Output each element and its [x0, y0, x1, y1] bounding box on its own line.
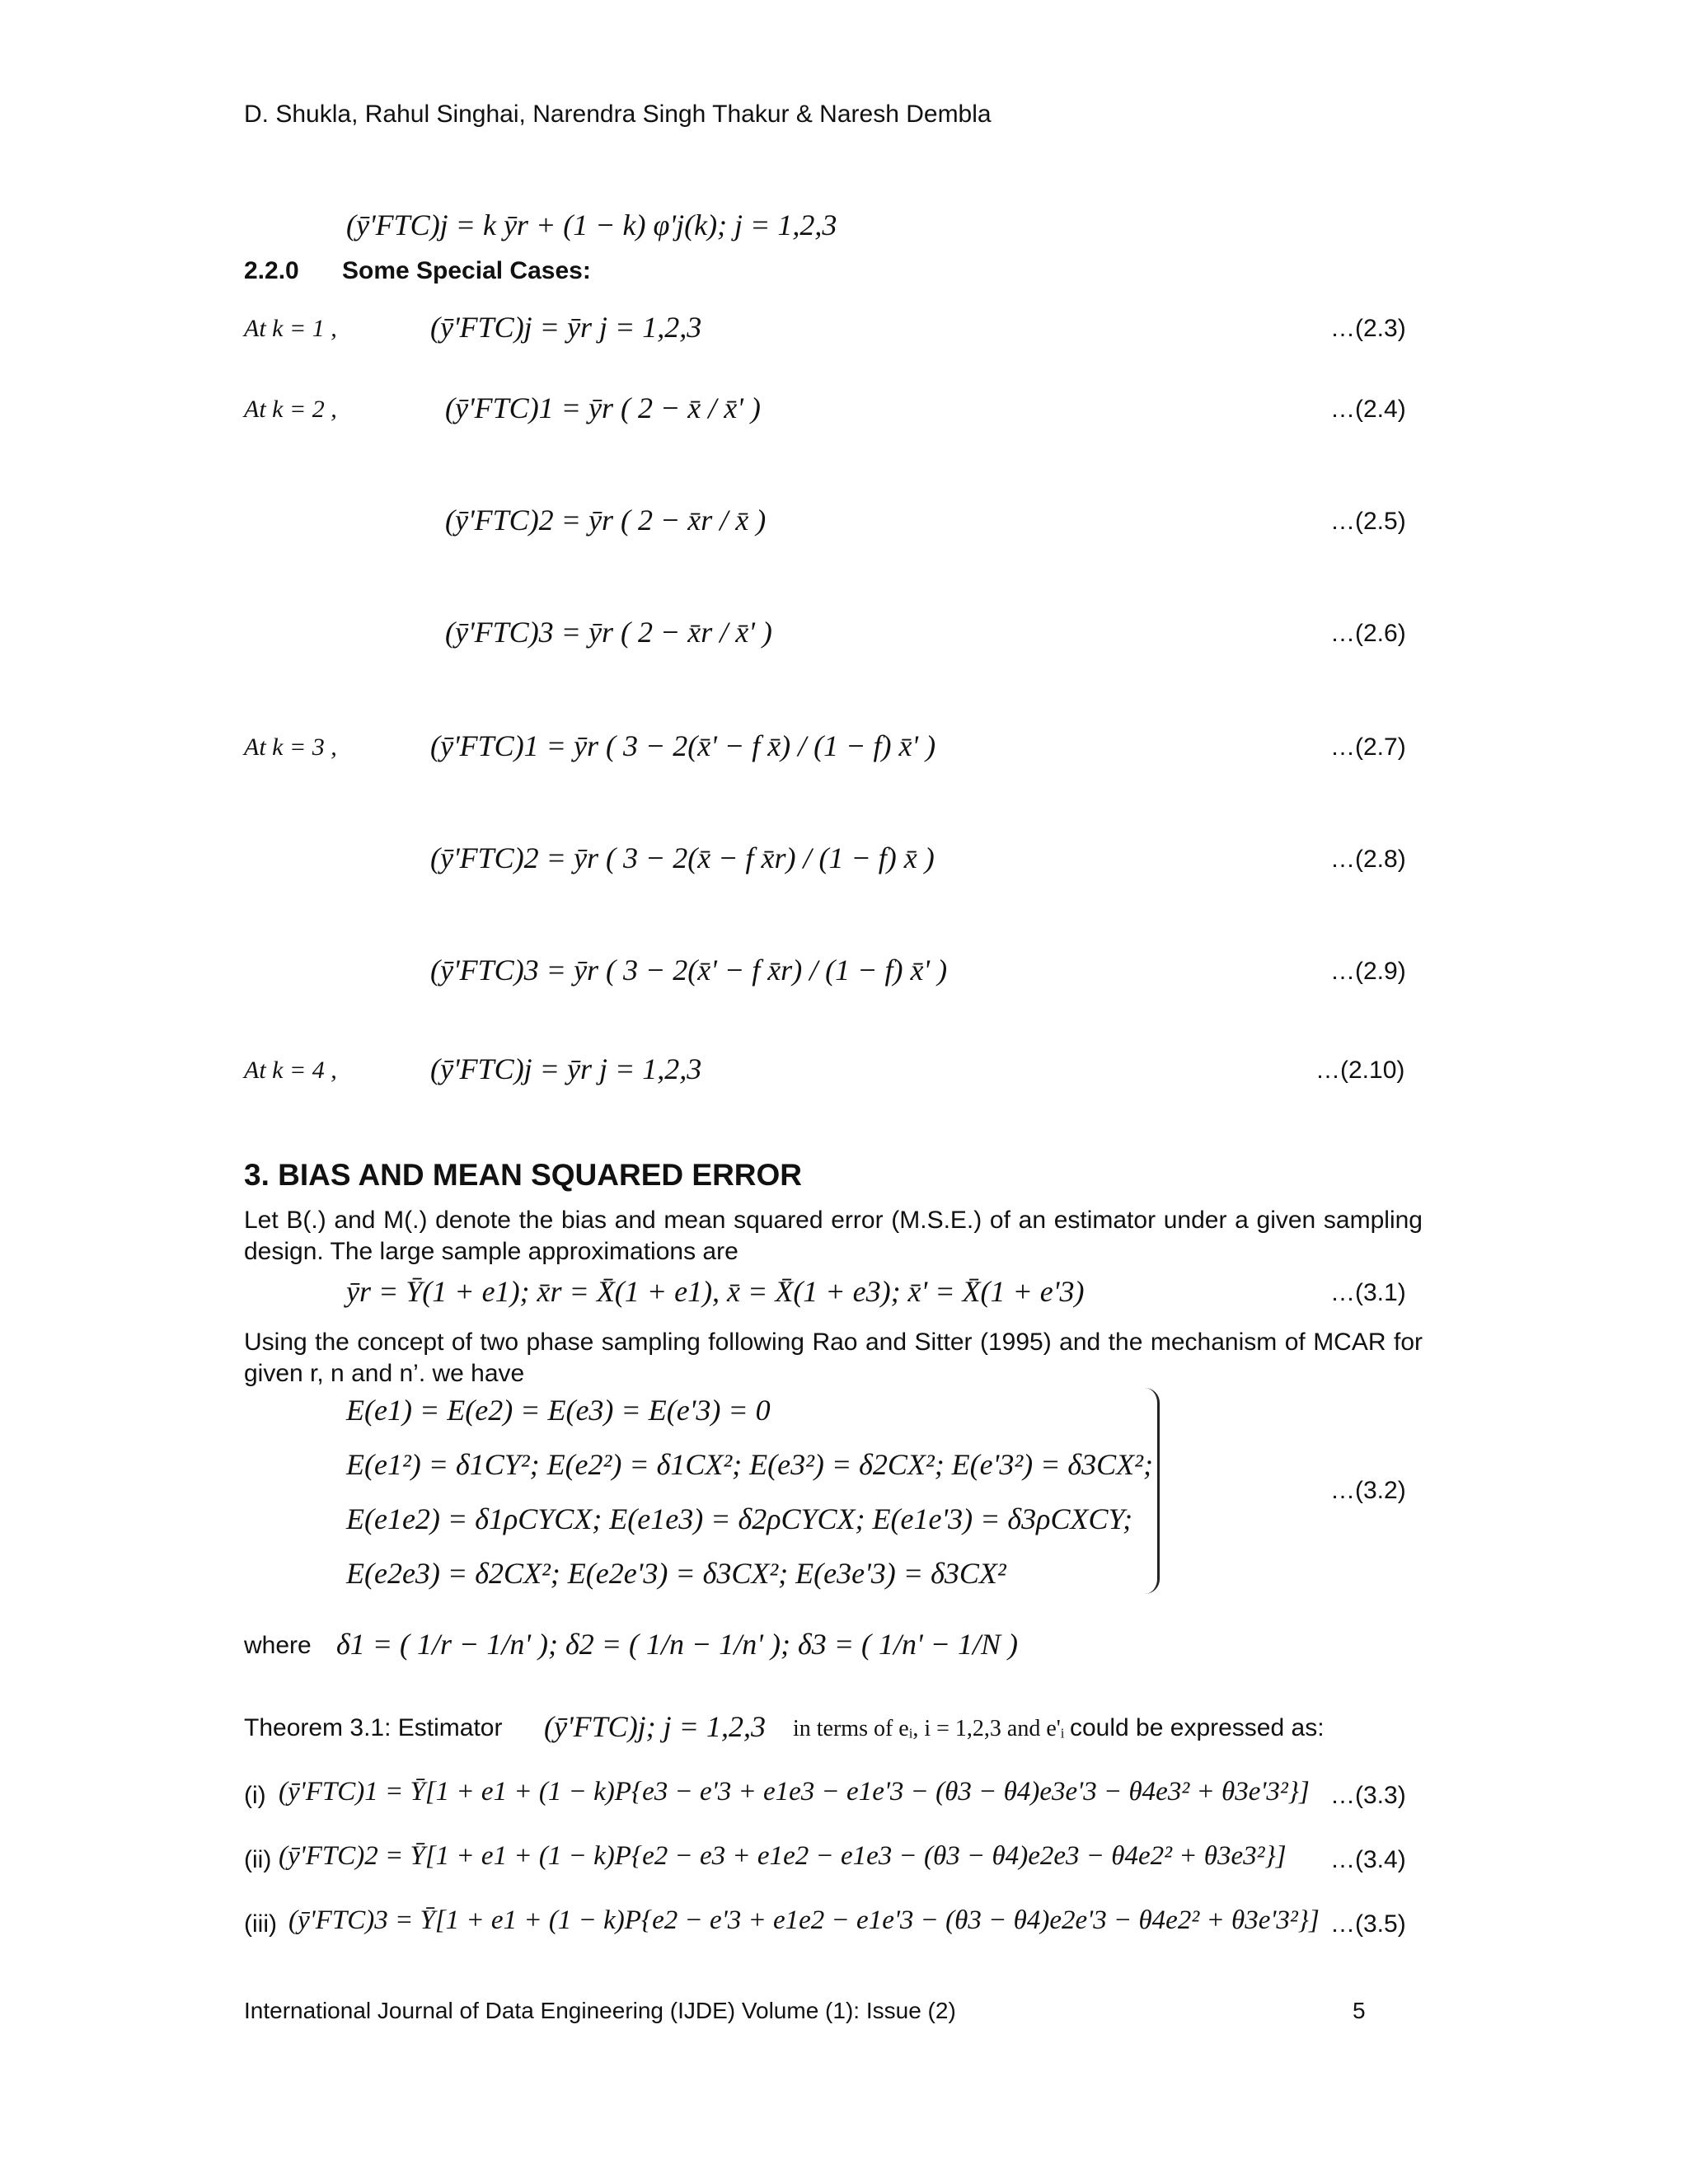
item-label: (iii) [244, 1910, 277, 1938]
item-label: (i) [244, 1782, 266, 1809]
equation-number: …(2.5) [1330, 508, 1406, 535]
case-equation: (ȳ'FTC)2 = ȳr ( 2 − x̄r / x̄ ) [445, 504, 767, 537]
equation-3-1: ȳr = Ȳ(1 + e1); x̄r = X̄(1 + e1), x̄ = X̄(1 + e3); x̄' = X̄(1 + e'3) [346, 1275, 1085, 1308]
equation-number: …(2.9) [1330, 958, 1406, 985]
item-equation: (ȳ'FTC)1 = Ȳ[1 + e1 + (1 − k)P{e3 − e'3 + e1e3 − e1e'3 − (θ3 − θ4)e3e'3 − θ4e3² + θ3e'3²}] [279, 1777, 1310, 1807]
equation-number: …(3.3) [1330, 1782, 1406, 1809]
item-equation: (ȳ'FTC)2 = Ȳ[1 + e1 + (1 − k)P{e2 − e3 + e1e2 − e1e3 − (θ3 − θ4)e2e3 − θ4e2² + θ3e3²}] [279, 1841, 1287, 1871]
case-equation: (ȳ'FTC)j = ȳr j = 1,2,3 [430, 1052, 702, 1085]
subsection-title: Some Special Cases: [342, 257, 591, 284]
section-heading: 3. BIAS AND MEAN SQUARED ERROR [244, 1158, 803, 1192]
equation-number: …(3.4) [1330, 1846, 1406, 1873]
where-expression: δ1 = ( 1/r − 1/n' ); δ2 = ( 1/n − 1/n' ); δ3 = ( 1/n' − 1/N ) [336, 1628, 1018, 1661]
case-equation: (ȳ'FTC)3 = ȳr ( 2 − x̄r / x̄' ) [445, 616, 772, 649]
case-label: At k = 2 , [244, 396, 337, 423]
top-equation: (ȳ'FTC)j = k ȳr + (1 − k) φ'j(k); j = 1,2,3 [346, 209, 837, 241]
equation-line: E(e1e2) = δ1ρCYCX; E(e1e3) = δ2ρCYCX; E(e1e'3) = δ3ρCXCY; [346, 1502, 1133, 1535]
theorem-suffix: could be expressed as: [1070, 1714, 1325, 1741]
equation-number: …(2.4) [1330, 396, 1406, 423]
case-equation: (ȳ'FTC)1 = ȳr ( 2 − x̄ / x̄' ) [445, 391, 761, 424]
equation-number: …(3.5) [1330, 1910, 1406, 1938]
right-brace [1137, 1388, 1160, 1594]
equation-number: …(2.3) [1330, 315, 1406, 342]
footer-journal: International Journal of Data Engineering (IJDE) Volume (1): Issue (2) [244, 1998, 956, 2023]
theorem-math: (ȳ'FTC)j; j = 1,2,3 [544, 1710, 766, 1743]
page-number: 5 [1353, 1998, 1366, 2023]
paragraph: Let B(.) and M(.) denote the bias and mean squared error (M.S.E.) of an estimator under a given sampling design. The large sample approximations are [244, 1207, 1423, 1265]
equation-line: E(e2e3) = δ2CX²; E(e2e'3) = δ3CX²; E(e3e'3) = δ3CX² [346, 1557, 1006, 1590]
case-equation: (ȳ'FTC)2 = ȳr ( 3 − 2(x̄ − f x̄r) / (1 − f) x̄ ) [430, 841, 935, 874]
equation-number: …(2.8) [1330, 846, 1406, 873]
running-header: D. Shukla, Rahul Singhai, Narendra Singh Thakur & Naresh Dembla [244, 101, 992, 128]
equation-number: …(2.10) [1315, 1057, 1405, 1084]
equation-number: …(2.7) [1330, 733, 1406, 761]
equation-number: …(2.6) [1330, 620, 1406, 647]
subsection-number: 2.2.0 [244, 257, 299, 284]
item-label: (ii) [244, 1846, 272, 1873]
equation-line: E(e1²) = δ1CY²; E(e2²) = δ1CX²; E(e3²) = δ2CX²; E(e'3²) = δ3CX²; [346, 1448, 1153, 1481]
case-label: At k = 3 , [244, 733, 337, 761]
equation-number: …(3.1) [1330, 1279, 1406, 1306]
paragraph: Using the concept of two phase sampling following Rao and Sitter (1995) and the mechanism of MCAR for given r, n and n’. we have [244, 1329, 1423, 1387]
case-label: At k = 4 , [244, 1057, 337, 1084]
case-equation: (ȳ'FTC)3 = ȳr ( 3 − 2(x̄' − f x̄r) / (1 − f) x̄' ) [430, 954, 948, 987]
case-label: At k = 1 , [244, 315, 337, 342]
item-equation: (ȳ'FTC)3 = Ȳ[1 + e1 + (1 − k)P{e2 − e'3 + e1e2 − e1e'3 − (θ3 − θ4)e2e'3 − θ4e2² + θ3e'3²}] [288, 1905, 1320, 1935]
theorem-terms: in terms of eᵢ, i = 1,2,3 and e'ᵢ [793, 1716, 1065, 1741]
equation-line: E(e1) = E(e2) = E(e3) = E(e'3) = 0 [346, 1394, 771, 1427]
where-label: where [244, 1632, 312, 1659]
theorem-prefix: Theorem 3.1: Estimator [244, 1714, 503, 1741]
case-equation: (ȳ'FTC)j = ȳr j = 1,2,3 [430, 311, 702, 344]
equation-number: …(3.2) [1330, 1477, 1406, 1504]
case-equation: (ȳ'FTC)1 = ȳr ( 3 − 2(x̄' − f x̄) / (1 − f) x̄' ) [430, 729, 936, 762]
